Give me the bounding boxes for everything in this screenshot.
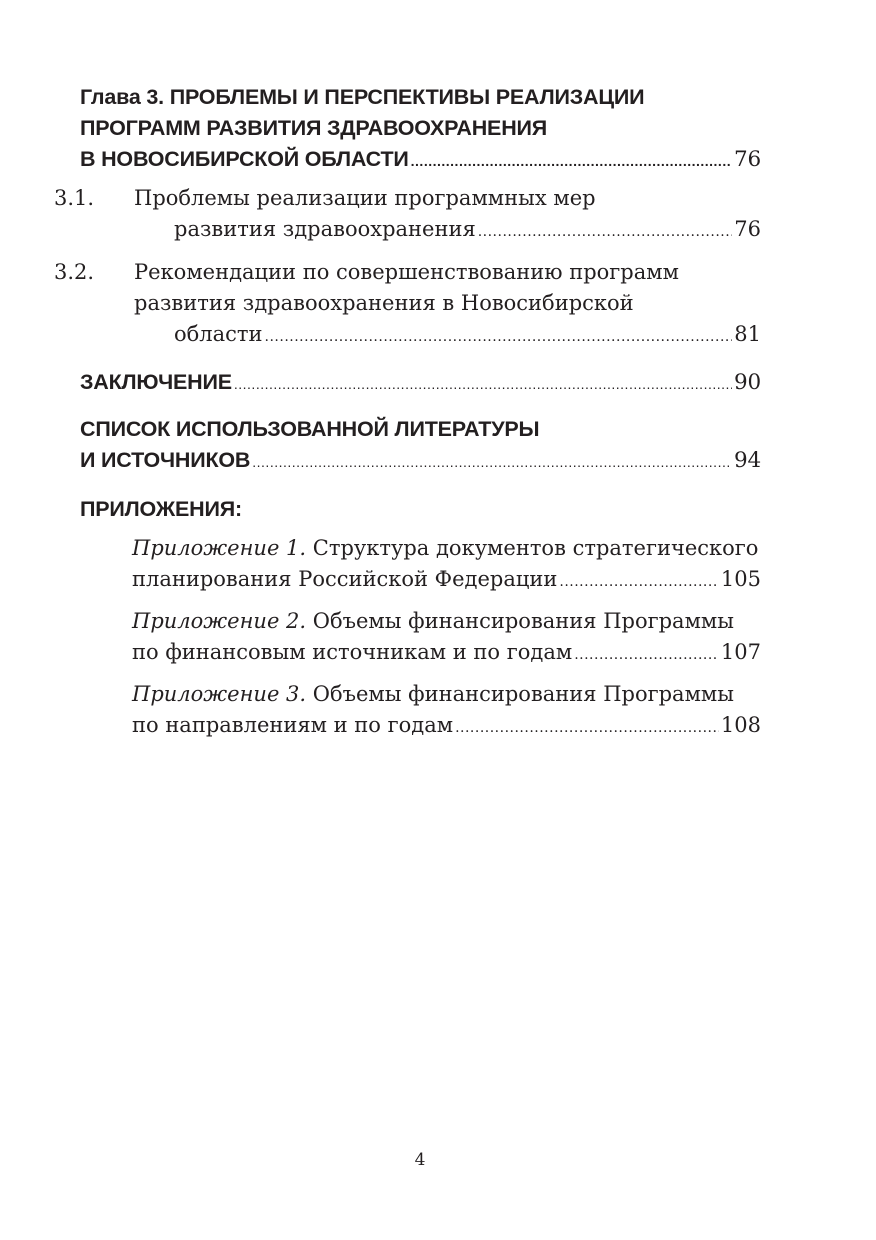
chapter-title-line-1: Глава 3. ПРОБЛЕМЫ И ПЕРСПЕКТИВЫ РЕАЛИЗАЦИИ xyxy=(80,85,645,109)
page-number: 81 xyxy=(734,322,761,346)
appendix-label: Приложение 3. xyxy=(132,682,307,706)
dot-leader xyxy=(411,146,732,177)
page-footer-number: 4 xyxy=(414,1150,426,1170)
appendix-title-line-2: по финансовым источникам и по годам xyxy=(132,640,573,664)
appendix-title-line-1: Объемы финансирования Программы xyxy=(312,609,734,633)
page-number: 107 xyxy=(720,640,761,664)
toc-entry-appendix-2[interactable] xyxy=(132,606,761,671)
toc-entry-chapter-3[interactable] xyxy=(80,82,761,177)
dot-leader xyxy=(478,217,733,248)
section-title-line-1: Проблемы реализации программных мер xyxy=(134,186,596,210)
page-number: 90 xyxy=(734,370,761,395)
appendix-label: Приложение 1. xyxy=(132,536,307,560)
dot-leader xyxy=(252,447,732,478)
section-number: 3.1. xyxy=(54,186,95,210)
section-title-line-2: развития здравоохранения xyxy=(174,217,476,241)
appendix-label: Приложение 2. xyxy=(132,609,307,633)
page-number: 105 xyxy=(720,567,761,591)
page-number: 76 xyxy=(734,217,761,241)
appendix-title-line-1: Объемы финансирования Программы xyxy=(312,682,734,706)
toc-entry-appendix-3[interactable] xyxy=(132,679,761,744)
section-title-line-2: развития здравоохранения в Новосибирской xyxy=(134,291,634,315)
dot-leader xyxy=(559,567,719,598)
page-number: 76 xyxy=(734,147,761,172)
section-title-line-3: области xyxy=(174,322,263,346)
dot-leader xyxy=(234,369,732,400)
dot-leader xyxy=(265,322,733,353)
toc-entry-appendix-1[interactable] xyxy=(132,533,761,598)
toc-entry-section-3-1[interactable] xyxy=(54,183,761,248)
conclusion-title: ЗАКЛЮЧЕНИЕ xyxy=(80,370,232,394)
toc-entry-references[interactable] xyxy=(80,414,761,478)
page-number: 94 xyxy=(734,448,761,473)
appendix-title-line-1: Структура документов стратегического xyxy=(312,536,759,560)
references-title-line-1: СПИСОК ИСПОЛЬЗОВАННОЙ ЛИТЕРАТУРЫ xyxy=(80,417,540,441)
references-title-line-2: И ИСТОЧНИКОВ xyxy=(80,448,251,472)
chapter-title-line-2: ПРОГРАММ РАЗВИТИЯ ЗДРАВООХРАНЕНИЯ xyxy=(80,116,548,140)
dot-leader xyxy=(574,640,719,671)
chapter-title-line-3: В НОВОСИБИРСКОЙ ОБЛАСТИ xyxy=(80,147,409,171)
section-number: 3.2. xyxy=(54,260,95,284)
appendix-title-line-2: по направлениям и по годам xyxy=(132,713,454,737)
appendix-title-line-2: планирования Российской Федерации xyxy=(132,567,558,591)
toc-entry-conclusion[interactable] xyxy=(80,367,761,400)
appendices-heading: ПРИЛОЖЕНИЯ: xyxy=(80,497,242,521)
table-of-contents xyxy=(54,82,761,752)
page-number: 108 xyxy=(720,713,761,737)
toc-entry-section-3-2[interactable] xyxy=(54,257,761,353)
section-title-line-1: Рекомендации по совершенствованию программ xyxy=(134,260,679,284)
dot-leader xyxy=(455,713,719,744)
